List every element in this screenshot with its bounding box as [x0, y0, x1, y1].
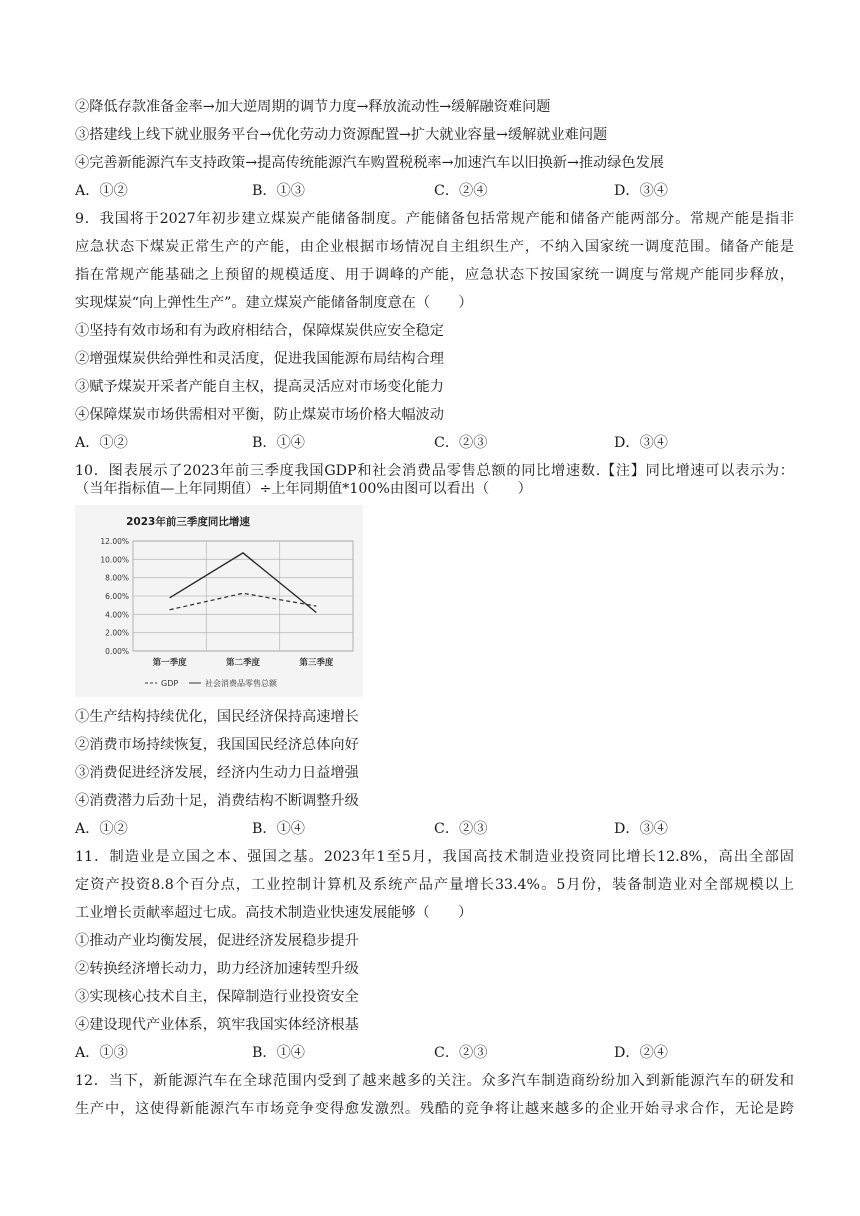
q9-option-c: C．②③ — [434, 435, 488, 451]
y-tick-label: 12.00% — [100, 537, 129, 546]
legend-retail-label: 社会消费品零售总额 — [205, 679, 277, 688]
q11-item-4: ④建设现代产业体系，筑牢我国实体经济根基 — [75, 1017, 359, 1033]
y-tick-label: 0.00% — [105, 647, 129, 656]
q11-option-a: A．①③ — [75, 1045, 128, 1061]
q10-item-2: ②消费市场持续恢复，我国国民经济总体向好 — [75, 737, 359, 753]
q10-item-4: ④消费潜力后劲十足，消费结构不断调整升级 — [75, 793, 359, 809]
x-tick-label: 第一季度 — [152, 658, 187, 668]
chart-series — [170, 553, 317, 613]
y-axis-ticks — [100, 537, 129, 656]
q11-option-b: B．①④ — [252, 1045, 305, 1061]
y-tick-label: 2.00% — [105, 628, 129, 638]
x-tick-label: 第三季度 — [299, 658, 334, 668]
q9-item-4: ④保障煤炭市场供需相对平衡，防止煤炭市场价格大幅波动 — [75, 407, 444, 423]
q12-stem-line-1: 12．当下，新能源汽车在全球范围内受到了越来越多的关注。众多汽车制造商纷纷加入到新能源汽车的研发和 — [75, 1073, 794, 1089]
q9-stem-line-1: 9．我国将于2027年初步建立煤炭产能储备制度。产能储备包括常规产能和储备产能两部分。常规产能是指非 — [75, 211, 794, 227]
q10-option-b: B．①④ — [252, 821, 305, 837]
q9-item-3: ③赋予煤炭开采者产能自主权，提高灵活应对市场变化能力 — [75, 379, 444, 395]
q10-option-a: A．①② — [75, 821, 128, 837]
q8-item-4: ④完善新能源汽车支持政策→提高传统能源汽车购置税税率→加速汽车以旧换新→推动绿色发展 — [75, 155, 664, 171]
q11-item-2: ②转换经济增长动力，助力经济加速转型升级 — [75, 961, 359, 977]
q9-item-1: ①坚持有效市场和有为政府相结合，保障煤炭供应安全稳定 — [75, 323, 444, 339]
q10-stem-line-2: （当年指标值—上年同期值）÷上年同期值*100%由图可以看出（ ） — [75, 481, 532, 497]
q8-item-2: ②降低存款准备金率→加大逆周期的调节力度→释放流动性→缓解融资难问题 — [75, 99, 551, 115]
q11-item-3: ③实现核心技术自主，保障制造行业投资安全 — [75, 989, 359, 1005]
series-line-retail-sales — [170, 553, 317, 613]
q9-stem-line-2: 应急状态下煤炭正常生产的产能，由企业根据市场情况自主组织生产，不纳入国家统一调度范围。储备产能是 — [75, 239, 794, 255]
q9-stem-line-4: 实现煤炭“向上弹性生产”。建立煤炭产能储备制度意在（ ） — [75, 295, 473, 311]
q10-option-d: D．③④ — [614, 821, 668, 837]
q9-item-2: ②增强煤炭供给弹性和灵活度，促进我国能源布局结构合理 — [75, 351, 444, 367]
chart-canvas — [75, 505, 363, 697]
q9-option-d: D．③④ — [614, 435, 668, 451]
q9-stem-line-3: 指在常规产能基础之上预留的规模适度、用于调峰的产能，应急状态下按国家统一调度与常规产能同步释放， — [75, 267, 794, 283]
q11-stem-line-3: 工业增长贡献率超过七成。高技术制造业快速发展能够（ ） — [75, 905, 473, 921]
q9-option-b: B．①④ — [252, 435, 305, 451]
growth-rate-chart — [75, 505, 363, 697]
q12-stem-line-2: 生产中，这使得新能源汽车市场竞争变得愈发激烈。残酷的竞争将让越来越多的企业开始寻求合作，无论是跨 — [75, 1101, 794, 1117]
y-tick-label: 10.00% — [100, 555, 129, 565]
chart-grid — [133, 541, 353, 651]
q11-stem-line-1: 11．制造业是立国之本、强国之基。2023年1至5月，我国高技术制造业投资同比增长12.8%，高出全部固 — [75, 849, 794, 865]
y-tick-label: 8.00% — [105, 573, 129, 583]
q9-option-a: A．①② — [75, 435, 128, 451]
legend-gdp-label: GDP — [161, 679, 179, 688]
chart-legend — [145, 678, 278, 688]
q8-option-a: A．①② — [75, 183, 128, 199]
q10-stem-line-1: 10．图表展示了2023年前三季度我国GDP和社会消费品零售总额的同比增速数.【注】同比增速可以表示为： — [75, 463, 794, 479]
q8-option-d: D．③④ — [614, 183, 668, 199]
x-axis-ticks — [153, 657, 334, 668]
y-tick-label: 4.00% — [105, 610, 129, 620]
chart-title: 2023年前三季度同比增速 — [126, 516, 250, 528]
q10-option-c: C．②③ — [434, 821, 488, 837]
q8-item-3: ③搭建线上线下就业服务平台→优化劳动力资源配置→扩大就业容量→缓解就业难问题 — [75, 127, 608, 143]
q10-item-3: ③消费促进经济发展，经济内生动力日益增强 — [75, 765, 359, 781]
q8-option-b: B．①③ — [252, 183, 305, 199]
q10-item-1: ①生产结构持续优化，国民经济保持高速增长 — [75, 709, 359, 725]
q11-option-c: C．②③ — [434, 1045, 488, 1061]
y-tick-label: 6.00% — [105, 592, 129, 601]
q11-item-1: ①推动产业均衡发展，促进经济发展稳步提升 — [75, 933, 359, 949]
x-tick-label: 第二季度 — [225, 658, 261, 668]
q11-option-d: D．②④ — [614, 1045, 668, 1061]
q8-option-c: C．②④ — [434, 183, 488, 199]
q11-stem-line-2: 定资产投资8.8个百分点，工业控制计算机及系统产品产量增长33.4%。5月份，装备制造业对全部规模以上 — [75, 877, 794, 893]
